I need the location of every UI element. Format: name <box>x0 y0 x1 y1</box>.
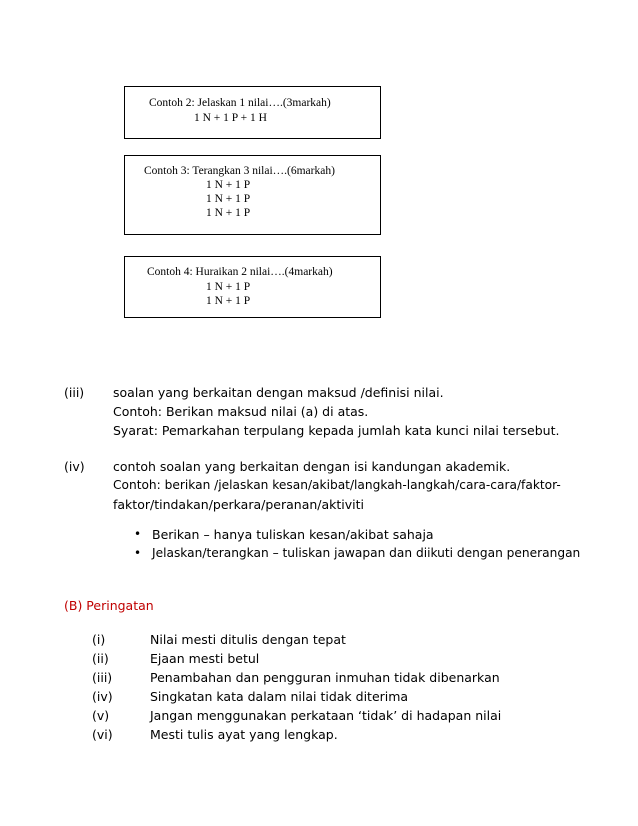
example-box-4 <box>124 256 381 318</box>
warning-text: Penambahan dan pengguran inmuhan tidak dibenarkan <box>150 670 500 685</box>
item-iii-line: soalan yang berkaitan dengan maksud /definisi nilai. <box>113 385 444 400</box>
box-line: 1 N + 1 P + 1 H <box>194 112 267 124</box>
box-title: Contoh 4: Huraikan 2 nilai….(4markah) <box>147 266 333 278</box>
box-line: 1 N + 1 P <box>206 295 251 307</box>
box-line: 1 N + 1 P <box>206 207 251 219</box>
warning-number: (ii) <box>92 651 109 666</box>
warning-text: Mesti tulis ayat yang lengkap. <box>150 727 338 742</box>
bullet-icon: • <box>134 527 142 541</box>
item-iii-line: Contoh: Berikan maksud nilai (a) di atas. <box>113 404 369 419</box>
example-box-2 <box>124 86 381 139</box>
box-line: 1 N + 1 P <box>206 179 251 191</box>
warning-text: Nilai mesti ditulis dengan tepat <box>150 632 346 647</box>
box-title: Contoh 2: Jelaskan 1 nilai….(3markah) <box>149 97 331 109</box>
box-title: Contoh 3: Terangkan 3 nilai….(6markah) <box>144 165 335 177</box>
example-box-3 <box>124 155 381 235</box>
warning-number: (v) <box>92 708 110 723</box>
bullet-item: Berikan – hanya tuliskan kesan/akibat sahaja <box>152 527 434 542</box>
warning-text: Ejaan mesti betul <box>150 651 260 666</box>
item-iv-number: (iv) <box>64 459 85 474</box>
item-iii-line: Syarat: Pemarkahan terpulang kepada jumlah kata kunci nilai tersebut. <box>113 423 560 438</box>
warning-number: (vi) <box>92 727 113 742</box>
warning-text: Singkatan kata dalam nilai tidak diterima <box>150 689 409 704</box>
warning-number: (i) <box>92 632 106 647</box>
warning-text: Jangan menggunakan perkataan ‘tidak’ di hadapan nilai <box>150 708 502 723</box>
section-b-heading: (B) Peringatan <box>64 598 154 613</box>
warning-number: (iv) <box>92 689 113 704</box>
item-iv-line: Contoh: berikan /jelaskan kesan/akibat/langkah-langkah/cara-cara/faktor- <box>113 478 561 492</box>
item-iv-line: contoh soalan yang berkaitan dengan isi kandungan akademik. <box>113 459 511 474</box>
item-iv-line: faktor/tindakan/perkara/peranan/aktiviti <box>113 497 365 512</box>
bullet-item: Jelaskan/terangkan – tuliskan jawapan dan diikuti dengan penerangan <box>152 546 581 560</box>
warning-number: (iii) <box>92 670 113 685</box>
item-iii-number: (iii) <box>64 385 85 400</box>
bullet-icon: • <box>134 546 142 560</box>
box-line: 1 N + 1 P <box>206 281 251 293</box>
box-line: 1 N + 1 P <box>206 193 251 205</box>
